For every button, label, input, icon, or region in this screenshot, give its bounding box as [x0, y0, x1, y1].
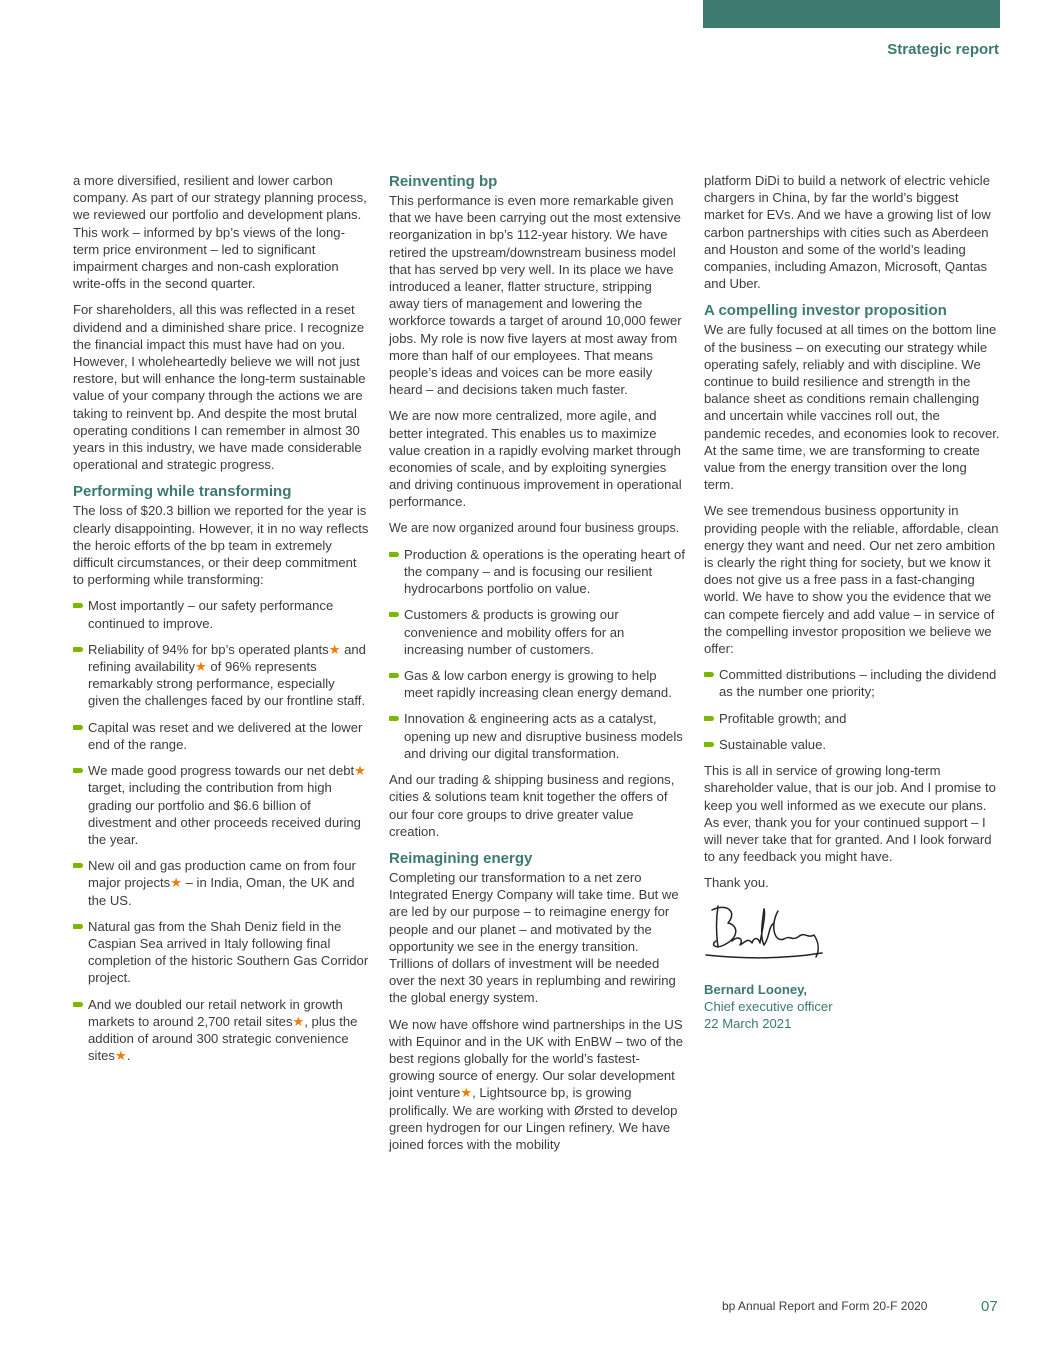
bullet-list — [73, 597, 369, 1064]
star-icon: ★ — [195, 659, 207, 675]
list-item: Committed distributions – including the dividend as the number one priority; — [704, 666, 1000, 700]
column-3 — [704, 172, 1000, 1041]
list-item: Innovation & engineering acts as a catalyst, opening up new and disruptive business models and driving our digital transformation. — [389, 710, 685, 762]
list-item: Sustainable value. — [704, 736, 1000, 753]
list-item: Capital was reset and we delivered at the lower end of the range. — [73, 719, 369, 753]
list-item: Profitable growth; and — [704, 710, 1000, 727]
list-item: Production & operations is the operating heart of the company – and is focusing our resilient hydrocarbons portfolio on value. — [389, 546, 685, 598]
heading-reinventing-bp: Reinventing bp — [389, 173, 498, 190]
heading-compelling-investor-proposition: A compelling investor proposition — [704, 302, 947, 320]
list-item: New oil and gas production came on from four major projects★ – in India, Oman, the UK and the US. — [73, 857, 369, 909]
closing-line: Thank you. — [704, 875, 769, 891]
star-icon: ★ — [460, 1085, 473, 1101]
bullet-icon — [704, 716, 714, 721]
list-item: Customers & products is growing our convenience and mobility offers for an increasing number of customers. — [389, 606, 685, 658]
paragraph: We now have offshore wind partnerships in the US with Equinor and in the UK with EnBW – two of the best regions globally for the world’s fastest-growing source of energy. Our solar development joint venture★, Lightsource bp, is growing prolifically. We are working with Ørsted to develop green hydrogen for our Lingen refinery. We have joined forces with the mobility — [389, 1016, 684, 1152]
paragraph: a more diversified, resilient and lower carbon company. As part of our strategy planning process, we reviewed our portfolio and development plans. This work – informed by bp’s views of the long-term price environment – led to significant impairment charges and non-cash exploration write-offs in the second quarter. — [73, 173, 367, 292]
heading-reimagining-energy: Reimagining energy — [389, 849, 533, 867]
bullet-icon — [704, 672, 714, 677]
paragraph: Completing our transformation to a net zero Integrated Energy Company will take time. But we are led by our purpose – to reimagine energy for people and our planet – and motivated by the opportunity we see in the energy transition. Trillions of dollars of investment will be needed over the next 30 years in replumbing and rewiring the global energy system. — [389, 869, 679, 1006]
paragraph: This performance is even more remarkable given that we have been carrying out the most extensive reorganization in bp’s 112-year history. We have retired the upstream/downstream business model that has served bp very well. In its place we have introduced a leaner, flatter structure, stripping away tiers of management and lowering the workforce towards a target of around 10,000 fewer jobs. My role is now five layers at most away from more than half of our employees. That means people’s ideas and voices can be more easily heard – and decisions taken much faster. — [389, 193, 682, 398]
paragraph: The loss of $20.3 billion we reported for the year is clearly disappointing. However, it in no way reflects the heroic efforts of the bp team in extremely difficult circumstances, or their deep commitment to performing while transforming: — [73, 503, 369, 588]
star-icon: ★ — [354, 763, 366, 779]
bullet-icon — [73, 768, 83, 773]
section-label: Strategic report — [887, 41, 999, 58]
bullet-icon — [704, 742, 714, 747]
star-icon: ★ — [114, 1048, 127, 1064]
list-item: Most importantly – our safety performance continued to improve. — [73, 597, 369, 631]
footer-report-title: bp Annual Report and Form 20-F 2020 — [722, 1299, 928, 1313]
paragraph: We see tremendous business opportunity in providing people with the reliable, affordable, clean energy they want and need. Our net zero ambition is clearly the right thing for society, but we know it does not give us a free pass in a fast-changing world. We have to show you the evidence that we can compete fiercely and add value – in service of the compelling investor proposition we believe we offer: — [704, 503, 999, 657]
heading-performing-while-transforming: Performing while transforming — [73, 483, 292, 501]
bullet-icon — [389, 673, 399, 678]
paragraph: This is all in service of growing long-term shareholder value, that is our job. And I promise to keep you well informed as we execute our plans. As ever, thank you for your continued support – I will never take that for granted. And I look forward to any feedback you might have. — [704, 763, 996, 865]
list-item: Reliability of 94% for bp’s operated plants★ and refining availability★ of 96% represents remarkably strong performance, especially given the challenges faced by our frontline staff. — [73, 641, 369, 710]
bullet-icon — [73, 603, 83, 608]
signer-name: Bernard Looney, — [704, 981, 808, 997]
paragraph: For shareholders, all this was reflected in a reset dividend and a diminished share price. I recognize the financial impact this must have had on you. However, I wholeheartedly believe we will not just restore, but will enhance the long-term sustainable value of your company through the actions we are taking to reinvent bp. And despite the most brutal operating conditions I can remember in almost 30 years in this industry, we have made considerable operational and strategic progress. — [73, 302, 366, 473]
bullet-icon — [389, 716, 399, 721]
star-icon: ★ — [328, 641, 341, 657]
signer-date: 22 March 2021 — [704, 1015, 792, 1031]
paragraph: We are fully focused at all times on the bottom line of the business – on executing our strategy while operating safely, reliably and with discipline. We continue to build resilience and strength in the balance sheet as conditions remain challenging and uncertain while vaccines roll out, the pandemic recedes, and economies look to recover. At the same time, we are transforming to create value from the energy transition over the long term. — [704, 322, 1000, 493]
star-icon: ★ — [292, 1013, 305, 1029]
bullet-icon — [73, 725, 83, 730]
header-color-bar — [703, 0, 1000, 28]
paragraph: We are now organized around four business groups. — [389, 520, 680, 535]
paragraph: platform DiDi to build a network of electric vehicle chargers in China, by far the world’s biggest market for EVs. And we have a growing list of low carbon partnerships with cities such as Aberdeen and Houston and some of the world’s leading companies, including Amazon, Microsoft, Qantas and Uber. — [704, 173, 991, 292]
list-item: Natural gas from the Shah Deniz field in the Caspian Sea arrived in Italy following final completion of the historic Southern Gas Corridor project. — [73, 918, 369, 987]
signer-role: Chief executive officer — [704, 998, 833, 1014]
paragraph: We are now more centralized, more agile, and better integrated. This enables us to maximize value creation in a rapidly evolving market through economies of scale, and by exploiting synergies and driving continuous improvement in operational performance. — [389, 408, 682, 510]
bullet-icon — [73, 863, 83, 868]
signature-icon — [704, 901, 1000, 971]
bullet-icon — [73, 1002, 83, 1007]
signatory — [704, 981, 1000, 1033]
bullet-icon — [73, 924, 83, 929]
column-2 — [389, 172, 685, 1162]
bullet-list — [389, 546, 685, 762]
list-item: Gas & low carbon energy is growing to help meet rapidly increasing clean energy demand. — [389, 667, 685, 701]
list-item: We made good progress towards our net debt★ target, including the contribution from high grading our portfolio and $6.6 billion of divestment and other proceeds received during the year. — [73, 762, 369, 848]
column-1 — [73, 172, 369, 1073]
list-item: And we doubled our retail network in growth markets to around 2,700 retail sites★, plus the addition of around 300 strategic convenience sites★. — [73, 996, 369, 1065]
bullet-icon — [389, 612, 399, 617]
bullet-icon — [389, 552, 399, 557]
star-icon: ★ — [170, 875, 182, 891]
bullet-list — [704, 666, 1000, 753]
bullet-icon — [73, 647, 83, 652]
page-number: 07 — [981, 1298, 998, 1315]
paragraph: And our trading & shipping business and regions, cities & solutions team knit together the offers of our four core groups to drive greater value creation. — [389, 772, 675, 839]
